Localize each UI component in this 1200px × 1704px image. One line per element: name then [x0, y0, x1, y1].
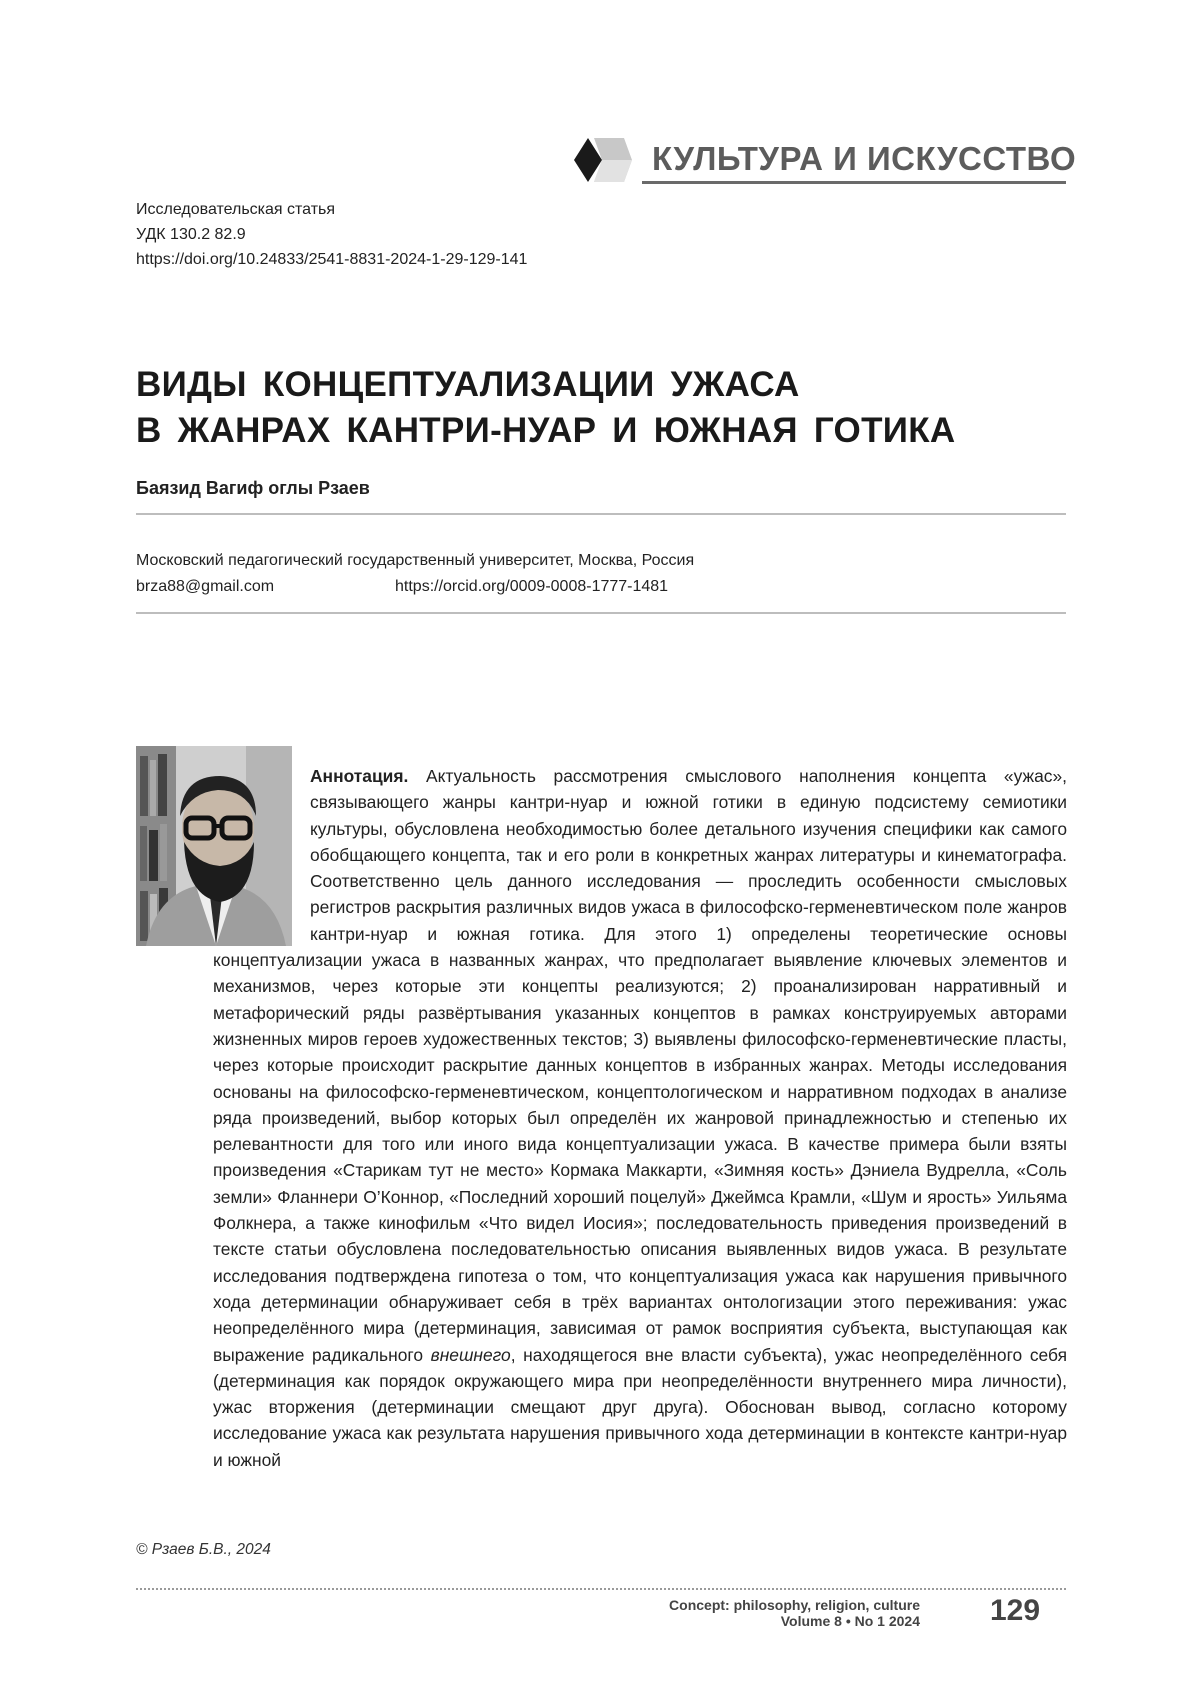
copyright: © Рзаев Б.В., 2024 — [136, 1541, 271, 1558]
article-title-line-2: В ЖАНРАХ КАНТРИ-НУАР И ЮЖНАЯ ГОТИКА — [136, 411, 956, 450]
journal-info — [560, 1597, 920, 1629]
udk-code: УДК 130.2 82.9 — [136, 226, 246, 243]
abstract — [213, 763, 1067, 1473]
abstract-text-continued: , находящегося вне власти субъекта), ужас неопределённого себя (детерминация как порядок окружающего мира при неопределённости внутреннего мира личности), ужас вторжения (детерминации смещают друг друга). Обоснован вывод, согласно которому исследование ужаса как результата нарушения привычного хода детерминации в контексте кантри-нуар и южной — [213, 1344, 1068, 1470]
abstract-emphasis: внешнего — [430, 1344, 511, 1365]
article-meta — [136, 197, 527, 272]
institution: Московский педагогический государственный университет, Москва, Россия — [136, 552, 695, 569]
cube-logo-icon — [574, 136, 632, 184]
section-header — [574, 130, 1077, 190]
article-title-line-1: ВИДЫ КОНЦЕПТУАЛИЗАЦИИ УЖАСА — [136, 365, 800, 404]
section-underline — [642, 181, 1066, 184]
divider — [136, 513, 1066, 515]
journal-issue: Volume 8 • No 1 2024 — [780, 1613, 920, 1629]
orcid-link[interactable]: https://orcid.org/0009-0008-1777-1481 — [395, 578, 669, 595]
article-title — [136, 362, 955, 454]
doi-link[interactable]: https://doi.org/10.24833/2541-8831-2024-1-29-129-141 — [136, 251, 528, 268]
author-email[interactable]: brza88@gmail.com — [136, 578, 275, 595]
abstract-label: Аннотация. — [310, 766, 409, 786]
divider — [136, 612, 1066, 614]
abstract-body — [213, 763, 1067, 1473]
page-number: 129 — [990, 1594, 1041, 1627]
journal-name: Concept: philosophy, religion, culture — [669, 1597, 920, 1613]
affiliation — [136, 548, 695, 595]
author-name: Баязид Вагиф оглы Рзаев — [136, 478, 370, 498]
article-type: Исследовательская статья — [136, 201, 336, 218]
abstract-text: Актуальность рассмотрения смыслового наполнения концепта «ужас», связывающего жанры кантри-нуар и южной готики в единую подсистему семиотики культуры, обусловлена необходимостью более детального изучения специфики как самого обобщающего концепта, так и его роли в конкретных жанрах литературы и кинематографа. Соответственно цель данного исследования — проследить особенности смысловых регистров раскрытия различных видов ужаса в философско-герменевтическом поле жанров кантри-нуар и южная готика. Для этого 1) определены теоретические основы концептуализации ужаса в названных жанрах, что предполагает выявление ключевых элементов и механизмов, через которые эти концепты реализуются; 2) проанализирован нарративный и метафорический ряды развёртывания указанных концептов в рамках конструируемых авторами жизненных миров героев художественных текстов; 3) выявлены философско-герменевтические пласты, через которые происходит раскрытие данных концептов в избранных жанрах. Методы исследования основаны на философско-герменевтическом, концептологическом и нарративном подходах в анализе ряда произведений, выбор которых был определён их жанровой принадлежностью и степенью их релевантности для того или иного вида концептуализации ужаса. В качестве примера были взяты произведения «Старикам тут не место» Кормака Маккарти, «Зимняя кость» Дэниела Вудрелла, «Соль земли» Фланнери О’Коннор, «Последний хороший поцелуй» Джеймса Крамли, «Шум и ярость» Уильяма Фолкнера, а также кинофильм «Что видел Иосия»; последовательность приведения произведений в тексте статьи обусловлена последовательностью описания выявленных видов ужаса. В результате исследования подтверждена гипотеза о том, что концептуализация ужаса как нарушения привычного хода детерминации обнаруживает себя в трёх вариантах онтологизации этого переживания: ужас неопределённого мира (детерминация, зависимая от рамок восприятия субъекта, выступающая как выражение радикального — [213, 766, 1067, 1365]
section-title: КУЛЬТУРА И ИСКУССТВО — [652, 140, 1077, 177]
footer-divider — [136, 1588, 1066, 1590]
